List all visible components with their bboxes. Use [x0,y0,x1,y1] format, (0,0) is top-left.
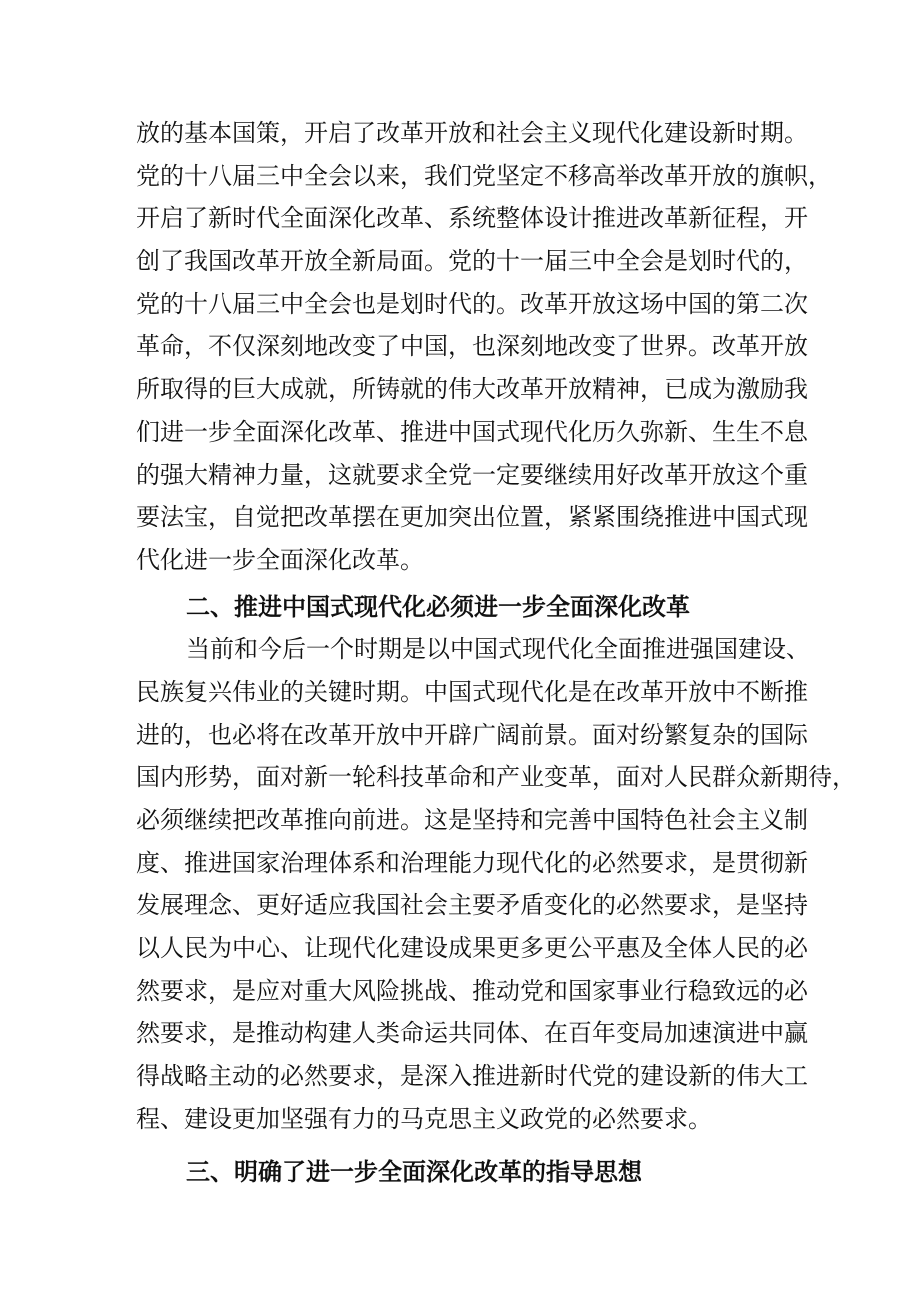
paragraph-line: 党的十八届三中全会也是划时代的。改革开放这场中国的第二次 [136,289,808,318]
paragraph-line: 放的基本国策，开启了改革开放和社会主义现代化建设新时期。 [136,119,808,147]
paragraph-line: 然要求，是推动构建人类命运共同体、在百年变局加速演进中赢 [136,1019,808,1048]
document-page [136,112,856,1193]
paragraph-line: 们进一步全面深化改革、推进中国式现代化历久弥新、生生不息 [136,417,808,446]
paragraph-line: 当前和今后一个时期是以中国式现代化全面推进强国建设、 [186,635,810,664]
section-heading-3: 三、明确了进一步全面深化改革的指导思想 [186,1157,642,1186]
paragraph-1 [136,112,832,582]
paragraph-line: 的强大精神力量，这就要求全党一定要继续用好改革开放这个重 [136,460,808,489]
paragraph-line: 程、建设更加坚强有力的马克思主义政党的必然要求。 [136,1104,712,1133]
paragraph-line: 进的，也必将在改革开放中开辟广阔前景。面对纷繁复杂的国际 [136,720,808,749]
paragraph-line: 所取得的巨大成就，所铸就的伟大改革开放精神，已成为激励我 [136,375,808,404]
paragraph-line: 度、推进国家治理体系和治理能力现代化的必然要求，是贯彻新 [136,848,808,877]
section-heading-2: 二、推进中国式现代化必须进一步全面深化改革 [186,592,690,621]
paragraph-line: 民族复兴伟业的关键时期。中国式现代化是在改革开放中不断推 [136,677,808,706]
paragraph-line: 革命，不仅深刻地改变了中国，也深刻地改变了世界。改革开放 [136,332,808,361]
paragraph-line: 必须继续把改革推向前进。这是坚持和完善中国特色社会主义制 [136,806,808,834]
paragraph-line: 然要求，是应对重大风险挑战、推动党和国家事业行稳致远的必 [136,976,808,1005]
paragraph-2 [136,628,856,1140]
paragraph-line: 代化进一步全面深化改革。 [136,545,424,574]
paragraph-line: 创了我国改革开放全新局面。党的十一届三中全会是划时代的， [136,247,808,276]
paragraph-line: 要法宝，自觉把改革摆在更加突出位置，紧紧围绕推进中国式现 [136,503,808,532]
paragraph-line: 发展理念、更好适应我国社会主要矛盾变化的必然要求，是坚持 [136,891,808,920]
paragraph-line: 国内形势，面对新一轮科技革命和产业变革，面对人民群众新期待， [136,763,856,792]
paragraph-line: 以人民为中心、让现代化建设成果更多更公平惠及全体人民的必 [136,934,808,963]
paragraph-line: 得战略主动的必然要求，是深入推进新时代党的建设新的伟大工 [136,1062,808,1091]
paragraph-line: 开启了新时代全面深化改革、系统整体设计推进改革新征程，开 [136,204,808,233]
paragraph-line: 党的十八届三中全会以来，我们党坚定不移高举改革开放的旗帜， [136,161,832,190]
